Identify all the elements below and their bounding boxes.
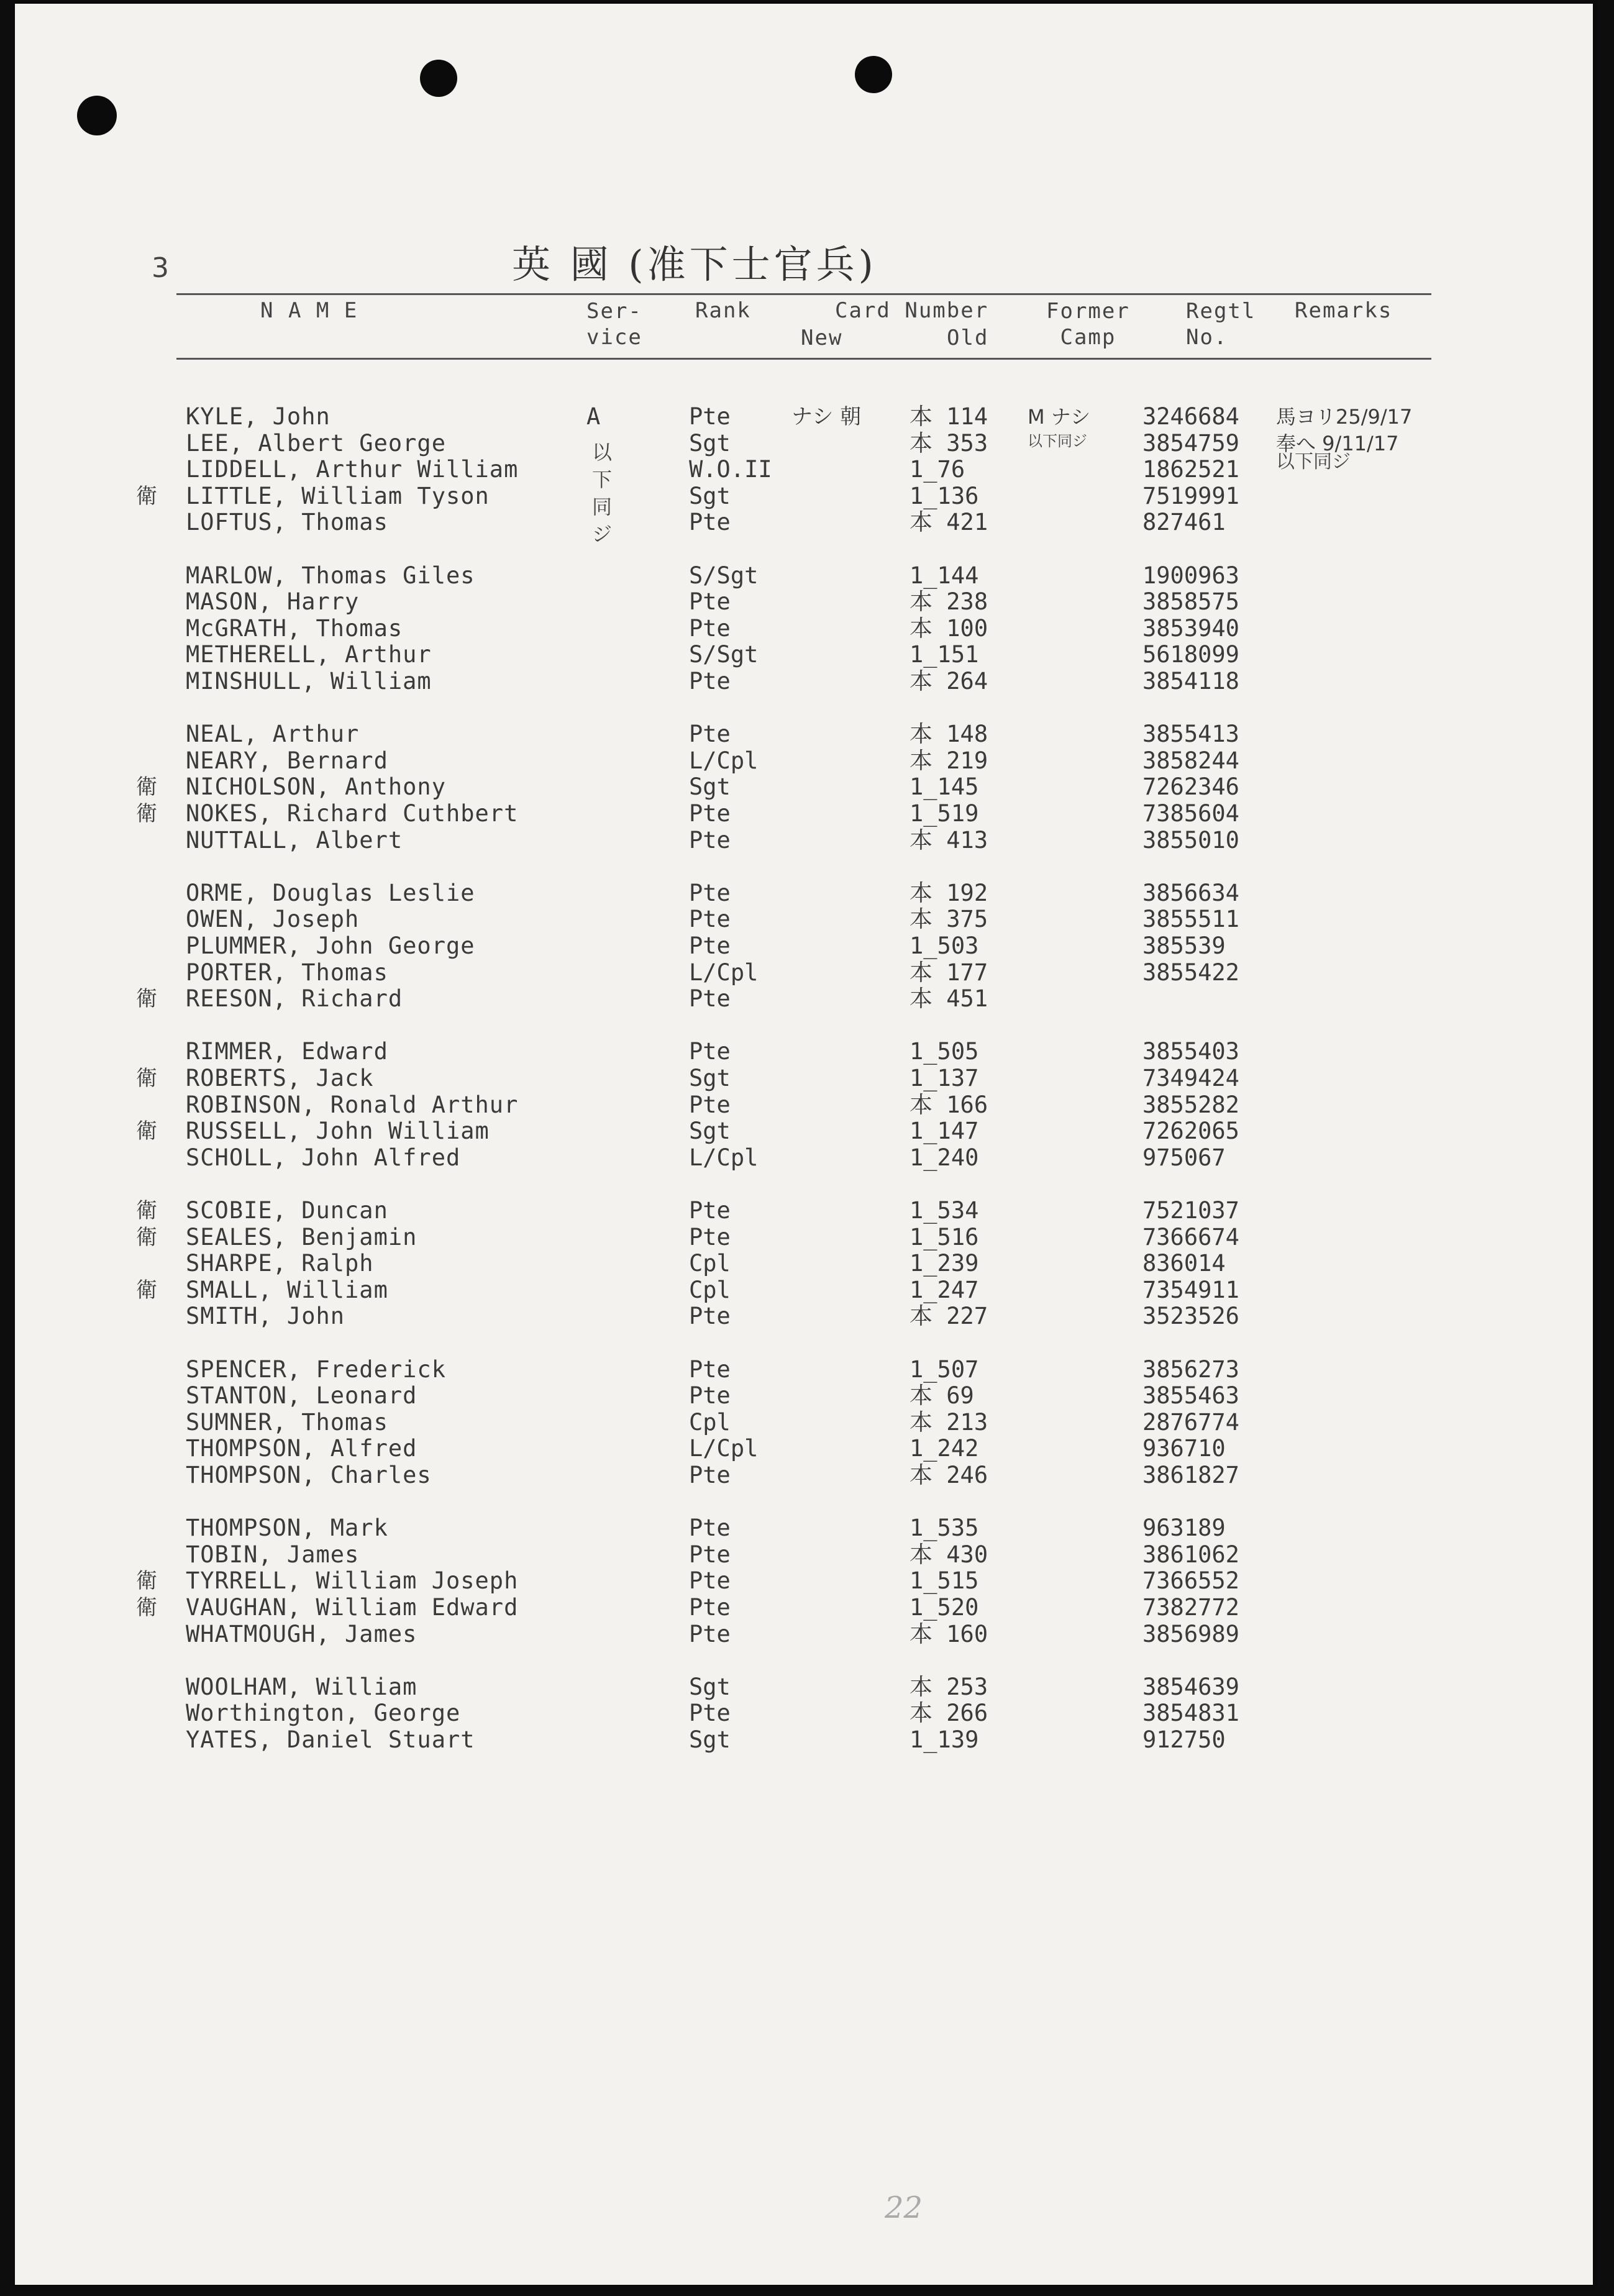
table-row [15,1277,1593,1303]
prisoner-name: TOBIN, James [186,1541,360,1568]
rank: Pte [689,1223,731,1250]
rank: Pte [689,668,731,695]
rank: Cpl [689,1276,731,1303]
card-number-old: 本 430 [910,1541,988,1568]
prisoner-name: ROBINSON, Ronald Arthur [186,1091,519,1118]
prisoner-name: MASON, Harry [186,588,360,616]
card-number-old: 本 253 [910,1673,988,1700]
table-row [15,509,1593,535]
table-row [15,404,1593,430]
prisoner-name: KYLE, John [186,403,331,430]
regimental-number: 3855413 [1142,721,1239,748]
rank: Sgt [689,482,731,509]
rank: Pte [689,1515,731,1542]
rank: Pte [689,403,731,430]
document-page [15,4,1593,2285]
rank: Sgt [689,1673,731,1700]
header-card-number: Card Number [835,298,989,323]
prisoner-name: WHATMOUGH, James [186,1620,417,1647]
prisoner-name: TYRRELL, William Joseph [186,1567,519,1595]
punch-hole [77,96,117,135]
table-row [15,457,1593,483]
prisoner-name: McGRATH, Thomas [186,614,403,642]
guard-mark: 衛 [136,1066,157,1091]
regimental-number: 3858244 [1142,747,1239,774]
table-row [15,1568,1593,1594]
regimental-number: 3861062 [1142,1541,1239,1568]
card-number-old: 本 353 [910,429,988,457]
card-number-old: 1_535 [910,1515,979,1542]
prisoner-name: YATES, Daniel Stuart [186,1726,475,1753]
regimental-number: 7354911 [1142,1276,1239,1303]
card-number-old: 本 166 [910,1091,988,1118]
regimental-number: 3858575 [1142,588,1239,616]
regimental-number: 963189 [1142,1515,1226,1542]
table-row [15,668,1593,695]
prisoner-name: PLUMMER, John George [186,932,475,959]
rank: Pte [689,1355,731,1383]
regimental-number: 5618099 [1142,641,1239,668]
guard-mark: 衛 [136,986,157,1012]
card-number-old: 1_240 [910,1144,979,1171]
rank: Cpl [689,1250,731,1277]
prisoner-name: SCOBIE, Duncan [186,1197,388,1224]
punch-hole [420,60,457,97]
regimental-number: 7262346 [1142,773,1239,801]
table-row [15,1250,1593,1277]
regimental-number: 3856989 [1142,1620,1239,1647]
header-top-rule [176,293,1431,295]
guard-mark: 衛 [136,1198,157,1223]
regimental-number: 3856273 [1142,1355,1239,1383]
regimental-number: 3861827 [1142,1462,1239,1488]
rank: Pte [689,1700,731,1727]
punch-hole [855,56,892,93]
guard-mark: 衛 [136,1119,157,1144]
table-row [15,589,1593,615]
regimental-number: 975067 [1142,1144,1226,1171]
prisoner-name: Worthington, George [186,1700,461,1727]
table-row [15,933,1593,959]
regimental-number: 7366674 [1142,1223,1239,1250]
page-number: 3 [152,252,169,284]
rank: Pte [689,588,731,616]
prisoner-name: SHARPE, Ralph [186,1250,374,1277]
guard-mark: 衛 [136,483,157,509]
regimental-number: 3246684 [1142,403,1239,430]
guard-mark: 衛 [136,775,157,800]
rank: Cpl [689,1408,731,1436]
table-row [15,1515,1593,1541]
card-number-old: 1_503 [910,932,979,959]
guard-mark: 衛 [136,801,157,826]
rank: Pte [689,1038,731,1065]
card-number-old: 本 213 [910,1408,988,1436]
card-number-old: 1_515 [910,1567,979,1595]
prisoner-name: REESON, Richard [186,985,403,1013]
prisoner-name: ORME, Douglas Leslie [186,879,475,906]
card-number-old: 本 192 [910,879,988,906]
table-row [15,1542,1593,1568]
prisoner-name: THOMPSON, Mark [186,1515,388,1542]
service-branch: A [586,403,601,430]
card-number-old: 1_137 [910,1065,979,1091]
regimental-number: 7382772 [1142,1594,1239,1621]
card-number-old: 本 148 [910,721,988,748]
header-bottom-rule [176,358,1431,360]
card-number-old: 本 177 [910,959,988,986]
prisoner-name: NUTTALL, Albert [186,826,403,854]
card-number-old: 本 421 [910,509,988,536]
rank: Pte [689,1541,731,1568]
rank: L/Cpl [689,747,759,774]
prisoner-name: LOFTUS, Thomas [186,509,388,536]
table-row [15,1410,1593,1436]
prisoner-name: VAUGHAN, William Edward [186,1594,519,1621]
card-number-old: 1_505 [910,1038,979,1065]
prisoner-name: MARLOW, Thomas Giles [186,562,475,589]
prisoner-name: NEAL, Arthur [186,721,360,748]
regimental-number: 3854118 [1142,668,1239,695]
table-row [15,880,1593,906]
prisoner-name: NEARY, Bernard [186,747,388,774]
table-row [15,748,1593,774]
table-row [15,1118,1593,1144]
card-number-new: ナシ 朝 [791,404,862,429]
table-row [15,774,1593,800]
prisoner-name: SMALL, William [186,1276,388,1303]
prisoner-name: THOMPSON, Charles [186,1462,432,1488]
header-former-camp: Former Camp [1046,299,1130,350]
table-row [15,1436,1593,1462]
card-number-old: 本 451 [910,985,988,1013]
regimental-number: 7521037 [1142,1197,1239,1224]
rank: Pte [689,1462,731,1488]
table-row [15,801,1593,827]
prisoner-name: MINSHULL, William [186,668,432,695]
regimental-number: 912750 [1142,1726,1226,1753]
regimental-number: 3855403 [1142,1038,1239,1065]
table-row [15,827,1593,854]
regimental-number: 936710 [1142,1435,1226,1462]
table-row [15,616,1593,642]
rank: Sgt [689,429,731,457]
remarks: 馬ヨリ25/9/17 [1276,405,1413,429]
card-number-old: 本 69 [910,1382,974,1410]
card-number-old: 本 238 [910,588,988,616]
header-card-new: New [801,326,843,350]
card-number-old: 1_145 [910,773,979,801]
rank: Pte [689,985,731,1013]
rank: Pte [689,614,731,642]
guard-mark: 衛 [136,1595,157,1620]
camp-ditto-note: 以下同ジ [1028,432,1087,450]
table-row [15,1462,1593,1488]
card-number-old: 本 114 [910,403,988,430]
card-number-old: 本 160 [910,1620,988,1647]
regimental-number: 3855511 [1142,906,1239,933]
prisoner-name: LIDDELL, Arthur William [186,456,519,483]
table-row [15,1145,1593,1171]
regimental-number: 3523526 [1142,1303,1239,1330]
card-number-old: 本 227 [910,1303,988,1330]
prisoner-name: THOMPSON, Alfred [186,1435,417,1462]
card-number-old: 1_519 [910,800,979,827]
regimental-number: 7385604 [1142,800,1239,827]
table-row [15,1727,1593,1753]
table-row [15,563,1593,589]
regimental-number: 3854639 [1142,1673,1239,1700]
card-number-old: 本 266 [910,1700,988,1727]
regimental-number: 7519991 [1142,482,1239,509]
card-number-old: 1_520 [910,1594,979,1621]
rank: Sgt [689,1065,731,1091]
card-number-old: 1_507 [910,1355,979,1383]
table-row [15,1595,1593,1621]
table-row [15,1224,1593,1250]
prisoner-name: PORTER, Thomas [186,959,388,986]
card-number-old: 1_242 [910,1435,979,1462]
header-rank: Rank [695,298,751,323]
card-number-old: 1_136 [910,482,979,509]
card-number-old: 1_239 [910,1250,979,1277]
header-remarks: Remarks [1295,298,1393,323]
table-row [15,1198,1593,1224]
table-row [15,1065,1593,1091]
table-row [15,960,1593,986]
card-number-old: 1_147 [910,1118,979,1145]
rank: Sgt [689,1118,731,1145]
regimental-number: 3855463 [1142,1382,1239,1410]
rank: S/Sgt [689,641,759,668]
rank: L/Cpl [689,1144,759,1171]
table-row [15,1383,1593,1409]
regimental-number: 385539 [1142,932,1226,959]
rank: Pte [689,1091,731,1118]
card-number-old: 本 264 [910,668,988,695]
table-row [15,721,1593,747]
guard-mark: 衛 [136,1224,157,1250]
table-row [15,1357,1593,1383]
header-service: Ser- vice [586,299,642,350]
rank: Pte [689,800,731,827]
page-title: 英 國 (准下士官兵) [512,242,877,287]
card-number-old: 1_247 [910,1276,979,1303]
card-number-old: 1_534 [910,1197,979,1224]
former-camp: M ナシ [1028,405,1091,429]
header-card-old: Old [947,326,989,350]
regimental-number: 836014 [1142,1250,1226,1277]
prisoner-name: NOKES, Richard Cuthbert [186,800,519,827]
prisoner-name: SCHOLL, John Alfred [186,1144,461,1171]
card-number-old: 1_139 [910,1726,979,1753]
rank: Pte [689,1382,731,1410]
table-row [15,1092,1593,1118]
card-number-old: 本 413 [910,826,988,854]
card-number-old: 本 100 [910,614,988,642]
service-ditto-note: 以下同ジ [591,440,612,546]
table-row [15,1303,1593,1329]
rank: Pte [689,1620,731,1647]
regimental-number: 3854831 [1142,1700,1239,1727]
remarks-ditto-note: 以下同ジ [1276,451,1351,473]
table-row [15,1700,1593,1726]
regimental-number: 3855282 [1142,1091,1239,1118]
regimental-number: 7366552 [1142,1567,1239,1595]
rank: Pte [689,1303,731,1330]
regimental-number: 3853940 [1142,614,1239,642]
rank: Pte [689,932,731,959]
header-name: N A M E [260,298,358,323]
regimental-number: 3854759 [1142,429,1239,457]
card-number-old: 1_516 [910,1223,979,1250]
card-number-old: 1_144 [910,562,979,589]
rank: L/Cpl [689,959,759,986]
prisoner-name: ROBERTS, Jack [186,1065,374,1091]
rank: W.O.II [689,456,772,483]
card-number-old: 本 375 [910,906,988,933]
rank: Pte [689,879,731,906]
table-row [15,1039,1593,1065]
footer-page-number: 22 [885,2190,923,2225]
rank: Pte [689,1197,731,1224]
rank: Pte [689,1567,731,1595]
rank: Pte [689,509,731,536]
prisoner-name: SEALES, Benjamin [186,1223,417,1250]
table-row [15,1674,1593,1700]
regimental-number: 3856634 [1142,879,1239,906]
table-row [15,642,1593,668]
regimental-number: 3855422 [1142,959,1239,986]
rank: Pte [689,1594,731,1621]
guard-mark: 衛 [136,1569,157,1594]
table-row [15,483,1593,509]
prisoner-name: SPENCER, Frederick [186,1355,446,1383]
card-number-old: 本 246 [910,1462,988,1488]
regimental-number: 1900963 [1142,562,1239,589]
header-regtl-no: Regtl No. [1186,299,1256,350]
prisoner-name: RIMMER, Edward [186,1038,388,1065]
regimental-number: 3855010 [1142,826,1239,854]
prisoner-name: WOOLHAM, William [186,1673,417,1700]
prisoner-name: METHERELL, Arthur [186,641,432,668]
card-number-old: 1_151 [910,641,979,668]
rank: Sgt [689,1726,731,1753]
table-row [15,906,1593,932]
regimental-number: 7262065 [1142,1118,1239,1145]
card-number-old: 本 219 [910,747,988,774]
prisoner-name: SMITH, John [186,1303,345,1330]
prisoner-name: LEE, Albert George [186,429,446,457]
regimental-number: 2876774 [1142,1408,1239,1436]
prisoner-name: NICHOLSON, Anthony [186,773,446,801]
prisoner-name: SUMNER, Thomas [186,1408,388,1436]
regimental-number: 827461 [1142,509,1226,536]
card-number-old: 1_76 [910,456,965,483]
guard-mark: 衛 [136,1277,157,1303]
rank: L/Cpl [689,1435,759,1462]
regimental-number: 7349424 [1142,1065,1239,1091]
rank: Pte [689,721,731,748]
rank: Pte [689,906,731,933]
remarks: 奉へ 9/11/17 [1276,431,1399,455]
rank: Pte [689,826,731,854]
prisoner-name: RUSSELL, John William [186,1118,490,1145]
prisoner-name: LITTLE, William Tyson [186,482,490,509]
rank: Sgt [689,773,731,801]
prisoner-name: OWEN, Joseph [186,906,360,933]
table-row [15,430,1593,457]
prisoner-name: STANTON, Leonard [186,1382,417,1410]
rank: S/Sgt [689,562,759,589]
table-row [15,986,1593,1012]
table-row [15,1621,1593,1647]
regimental-number: 1862521 [1142,456,1239,483]
